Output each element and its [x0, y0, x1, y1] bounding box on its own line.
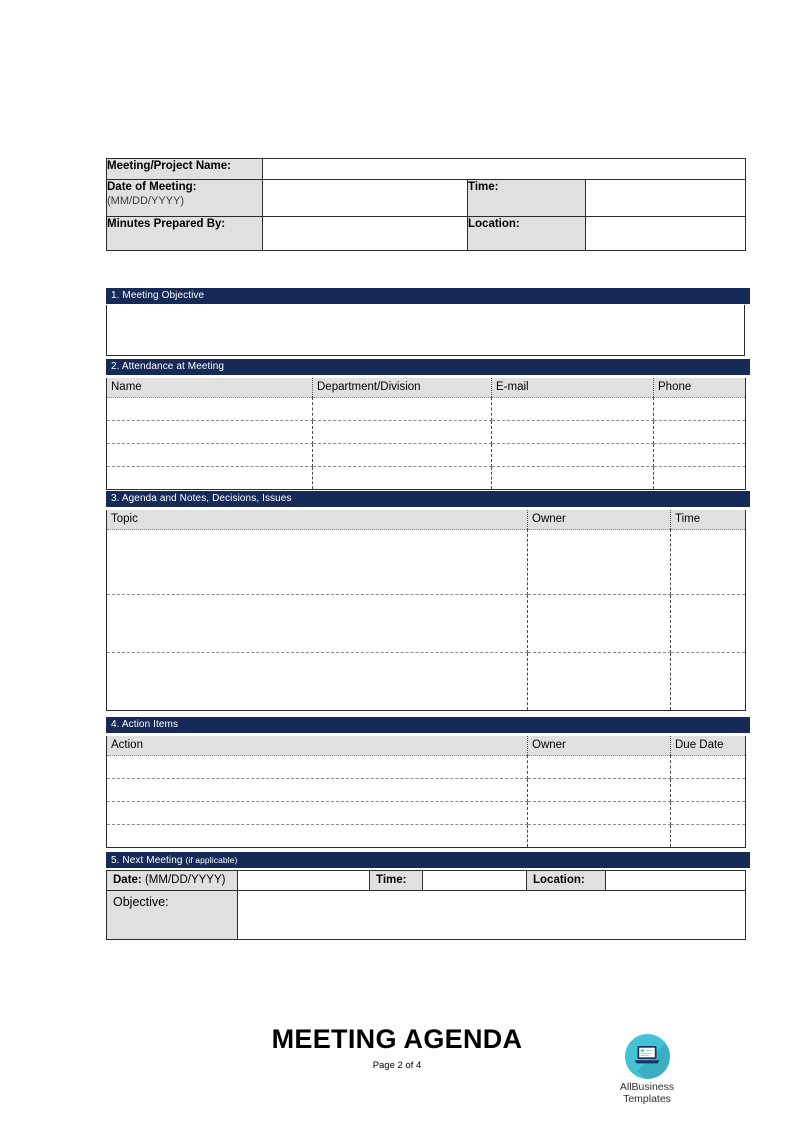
table-row [107, 398, 746, 421]
table-header-row [107, 736, 746, 756]
attendance-table [106, 378, 746, 490]
next-time-input[interactable] [423, 871, 527, 891]
allbusiness-templates-logo [605, 1034, 689, 1105]
table-row [107, 779, 746, 802]
action-cell-owner[interactable] [528, 825, 671, 848]
agenda-cell-owner[interactable] [528, 595, 671, 653]
location-input[interactable] [586, 217, 746, 251]
next-location-label: Location: [527, 871, 606, 891]
table-row [107, 802, 746, 825]
column-header-time: Time [671, 510, 746, 530]
table-row [107, 530, 746, 595]
next-objective-input[interactable] [238, 891, 746, 940]
next-date-label-text: Date: [113, 874, 142, 886]
page-number: Page 2 of 4 [372, 1060, 422, 1071]
agenda-cell-time[interactable] [671, 530, 746, 595]
laptop-icon [625, 1034, 670, 1079]
next-meeting-table [106, 870, 746, 940]
agenda-cell-topic[interactable] [107, 595, 528, 653]
table-row [107, 467, 746, 490]
next-meeting-banner-note: (if applicable) [185, 855, 238, 865]
table-row [107, 891, 746, 940]
attendance-cell-phone[interactable] [654, 444, 746, 467]
attendance-cell-name[interactable] [107, 421, 313, 444]
table-row [107, 159, 746, 180]
action-cell-owner[interactable] [528, 779, 671, 802]
next-objective-label: Objective: [107, 891, 238, 940]
date-of-meeting-label [107, 180, 263, 217]
date-of-meeting-input[interactable] [263, 180, 468, 217]
action-items-table [106, 736, 746, 848]
column-header-name: Name [107, 378, 313, 398]
agenda-cell-topic[interactable] [107, 653, 528, 711]
attendance-cell-email[interactable] [492, 444, 654, 467]
next-location-input[interactable] [606, 871, 746, 891]
next-meeting-banner-main: 5. Next Meeting [111, 855, 183, 866]
table-header-row [107, 378, 746, 398]
attendance-cell-department[interactable] [313, 444, 492, 467]
attendance-cell-phone[interactable] [654, 421, 746, 444]
attendance-cell-phone[interactable] [654, 467, 746, 490]
table-row [107, 217, 746, 251]
table-row [107, 421, 746, 444]
time-input[interactable] [586, 180, 746, 217]
attendance-cell-phone[interactable] [654, 398, 746, 421]
agenda-cell-owner[interactable] [528, 530, 671, 595]
table-row [107, 653, 746, 711]
attendance-cell-department[interactable] [313, 467, 492, 490]
column-header-owner: Owner [528, 736, 671, 756]
section-banner-objective: 1. Meeting Objective [106, 288, 750, 304]
next-time-label: Time: [370, 871, 423, 891]
section-banner-next-meeting [106, 852, 750, 868]
action-cell-due-date[interactable] [671, 756, 746, 779]
action-cell-action[interactable] [107, 756, 528, 779]
column-header-action: Action [107, 736, 528, 756]
date-of-meeting-text: Date of Meeting: [107, 181, 197, 193]
column-header-department: Department/Division [313, 378, 492, 398]
agenda-cell-owner[interactable] [528, 653, 671, 711]
attendance-cell-email[interactable] [492, 398, 654, 421]
agenda-cell-time[interactable] [671, 653, 746, 711]
logo-line-1: AllBusiness [619, 1081, 675, 1093]
action-cell-action[interactable] [107, 779, 528, 802]
column-header-topic: Topic [107, 510, 528, 530]
action-cell-due-date[interactable] [671, 802, 746, 825]
column-header-due-date: Due Date [671, 736, 746, 756]
column-header-phone: Phone [654, 378, 746, 398]
section-banner-action-items: 4. Action Items [106, 717, 750, 733]
table-header-row [107, 510, 746, 530]
time-label: Time: [468, 180, 586, 217]
table-row [107, 595, 746, 653]
next-date-input[interactable] [238, 871, 370, 891]
next-date-format-hint: (MM/DD/YYYY) [144, 874, 226, 886]
date-format-hint: (MM/DD/YYYY) [107, 195, 184, 208]
column-header-email: E-mail [492, 378, 654, 398]
table-row [107, 825, 746, 848]
minutes-prepared-by-label: Minutes Prepared By: [107, 217, 263, 251]
attendance-cell-department[interactable] [313, 398, 492, 421]
action-cell-owner[interactable] [528, 802, 671, 825]
logo-line-2: Templates [623, 1092, 671, 1105]
location-label: Location: [468, 217, 586, 251]
section-banner-agenda: 3. Agenda and Notes, Decisions, Issues [106, 491, 750, 507]
attendance-cell-name[interactable] [107, 444, 313, 467]
action-cell-action[interactable] [107, 825, 528, 848]
meeting-info-table [106, 158, 746, 251]
attendance-cell-name[interactable] [107, 467, 313, 490]
attendance-cell-name[interactable] [107, 398, 313, 421]
logo-text [605, 1082, 689, 1105]
minutes-prepared-by-input[interactable] [263, 217, 468, 251]
action-cell-due-date[interactable] [671, 779, 746, 802]
action-cell-due-date[interactable] [671, 825, 746, 848]
agenda-cell-time[interactable] [671, 595, 746, 653]
action-cell-action[interactable] [107, 802, 528, 825]
page-title: MEETING AGENDA [271, 1024, 523, 1054]
attendance-cell-department[interactable] [313, 421, 492, 444]
meeting-name-input[interactable] [263, 159, 746, 180]
action-cell-owner[interactable] [528, 756, 671, 779]
table-row [107, 444, 746, 467]
column-header-owner: Owner [528, 510, 671, 530]
attendance-cell-email[interactable] [492, 421, 654, 444]
table-row [107, 756, 746, 779]
table-row [107, 180, 746, 217]
meeting-objective-input[interactable] [106, 305, 745, 356]
laptop-glyph [634, 1045, 660, 1065]
meeting-name-label: Meeting/Project Name: [107, 159, 263, 180]
table-row [107, 871, 746, 891]
section-banner-attendance: 2. Attendance at Meeting [106, 359, 750, 375]
next-date-label [107, 871, 238, 891]
agenda-table [106, 510, 746, 711]
agenda-cell-topic[interactable] [107, 530, 528, 595]
attendance-cell-email[interactable] [492, 467, 654, 490]
